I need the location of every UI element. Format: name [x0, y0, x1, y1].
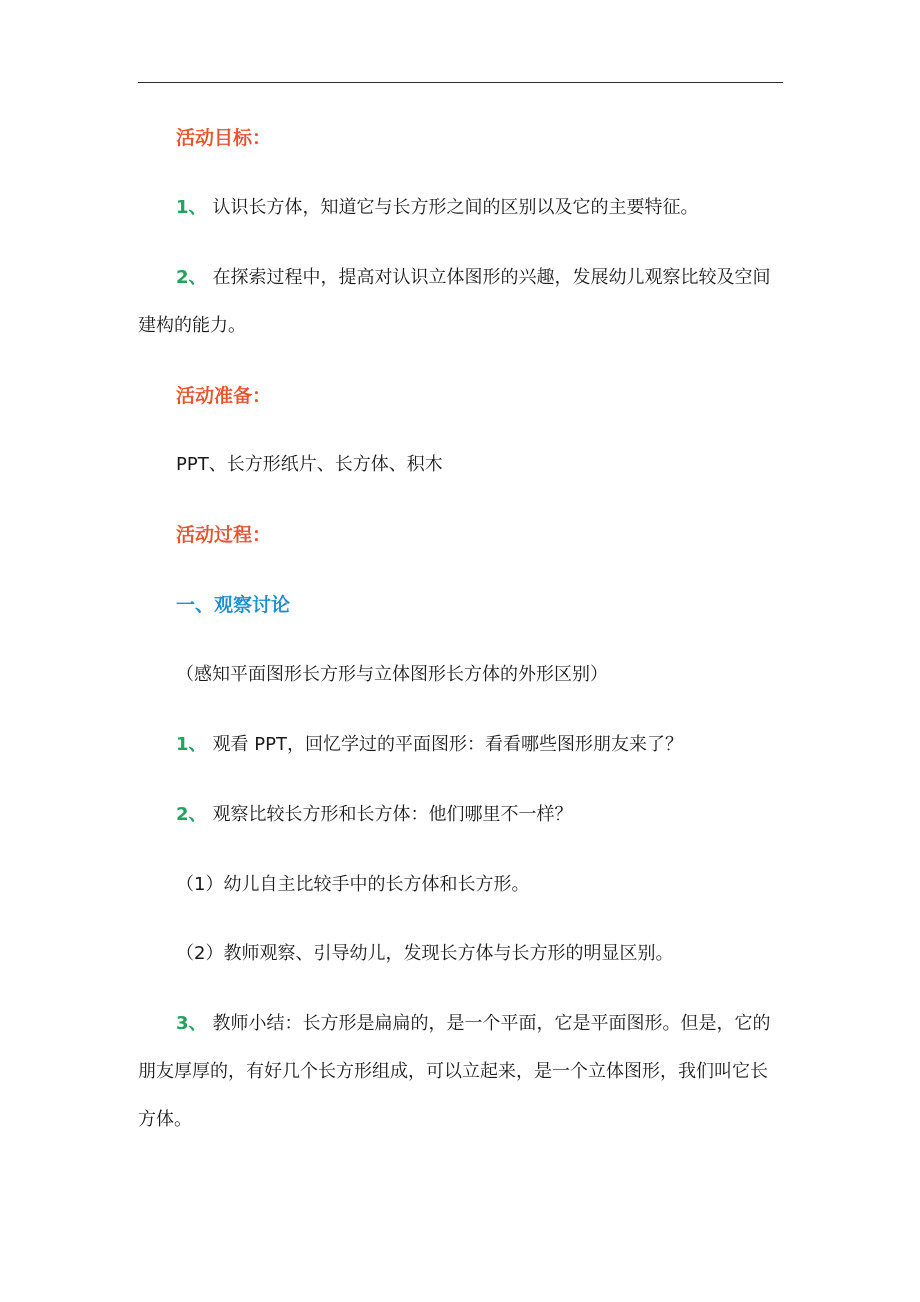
sub-item-2: （2）教师观察、引导幼儿，发现长方体与长方形的明显区别。 [176, 943, 674, 964]
step-1-text: 观看 PPT，回忆学过的平面图形：看看哪些图形朋友来了？ [212, 734, 683, 755]
heading-activity-prep: 活动准备： [176, 385, 272, 407]
heading-activity-process: 活动过程： [176, 524, 272, 546]
goal-item-1 [138, 196, 826, 220]
step-3-text-line1: 教师小结：长方形是扁扁的，是一个平面，它是平面图形。但是，它的 [212, 1013, 771, 1034]
section-observe-discuss: 一、观察讨论 [176, 594, 291, 616]
goal-item-2 [138, 266, 826, 290]
section-note: （感知平面图形长方形与立体图形长方体的外形区别） [176, 664, 608, 685]
goal-1-text: 认识长方体，知道它与长方形之间的区别以及它的主要特征。 [212, 197, 699, 218]
goal-1-number: 1、 [176, 197, 207, 218]
goal-2-text-line1: 在探索过程中，提高对认识立体图形的兴趣，发展幼儿观察比较及空间 [212, 267, 771, 288]
step-3-text-line2: 朋友厚厚的，有好几个长方形组成，可以立起来，是一个立体图形，我们叫它长 [138, 1061, 768, 1082]
header-rule [138, 82, 783, 83]
goal-2-text-line2: 建构的能力。 [138, 315, 246, 336]
step-item-2 [138, 803, 826, 827]
step-3-text-line3: 方体。 [138, 1109, 192, 1130]
sub-item-1: （1）幼儿自主比较手中的长方体和长方形。 [176, 874, 530, 895]
step-2-number: 2、 [176, 804, 207, 825]
prep-materials: PPT、长方形纸片、长方体、积木 [176, 454, 443, 475]
heading-activity-goals: 活动目标： [176, 127, 272, 149]
step-item-3 [138, 1012, 826, 1036]
step-2-text: 观察比较长方形和长方体：他们哪里不一样？ [212, 804, 573, 825]
step-item-1 [138, 733, 826, 757]
step-1-number: 1、 [176, 734, 207, 755]
goal-2-number: 2、 [176, 267, 207, 288]
step-3-number: 3、 [176, 1013, 207, 1034]
